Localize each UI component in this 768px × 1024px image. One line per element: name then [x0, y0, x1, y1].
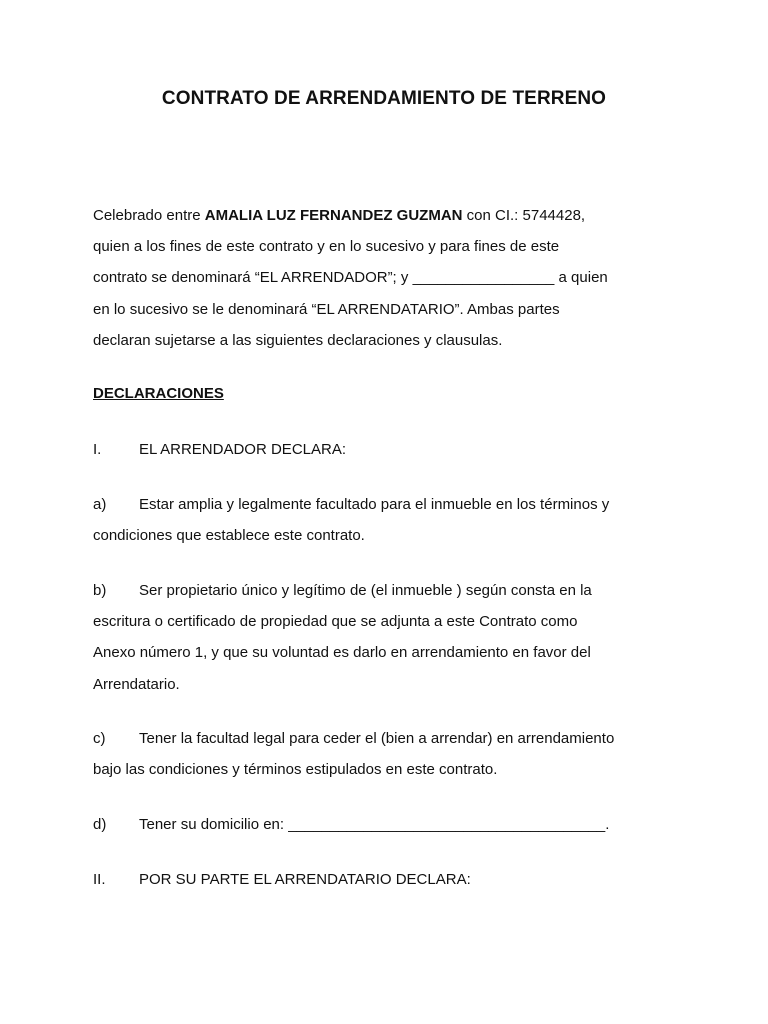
- item-c-line-2: bajo las condiciones y términos estipulados en este contrato.: [93, 761, 498, 779]
- item-II-text: POR SU PARTE EL ARRENDATARIO DECLARA:: [139, 871, 471, 888]
- intro-line-2: quien a los fines de este contrato y en lo sucesivo y para fines de este: [93, 238, 560, 256]
- item-I-text: EL ARRENDADOR DECLARA:: [139, 441, 346, 458]
- intro-line-1: [93, 200, 683, 231]
- item-c-marker: c): [93, 730, 106, 747]
- lessor-name: AMALIA LUZ FERNANDEZ GUZMAN: [204, 207, 463, 224]
- item-b-line-1: Ser propietario único y legítimo de (el inmueble ) según consta en la: [139, 582, 592, 599]
- item-b-line-3: Anexo número 1, y que su voluntad es darlo en arrendamiento en favor del: [93, 644, 591, 662]
- item-b-line-2: escritura o certificado de propiedad que se adjunta a este Contrato como: [93, 613, 578, 631]
- item-a-line-2: condiciones que establece este contrato.: [93, 527, 365, 545]
- item-b-marker: b): [93, 582, 107, 599]
- item-d-marker: d): [93, 816, 107, 833]
- intro-line-4: en lo sucesivo se le denominará “EL ARRENDATARIO”. Ambas partes: [93, 300, 560, 318]
- item-a-marker: a): [93, 496, 107, 513]
- intro-line-5: declaran sujetarse a las siguientes declaraciones y clausulas.: [93, 331, 503, 349]
- intro-line-1-pre: Celebrado entre: [93, 207, 205, 224]
- document-title: CONTRATO DE ARRENDAMIENTO DE TERRENO: [161, 88, 607, 109]
- declaration-item-II: [93, 864, 683, 895]
- declaration-item-b: [93, 575, 683, 700]
- intro-paragraph: [93, 200, 683, 356]
- declaration-item-I: [93, 434, 683, 465]
- item-d-text: Tener su domicilio en: ______________________________________.: [139, 816, 610, 833]
- intro-line-3: contrato se denominará “EL ARRENDADOR”; y _________________ a quien: [93, 269, 608, 287]
- section-heading-declaraciones: DECLARACIONES: [93, 385, 224, 402]
- intro-line-1-post: con CI.: 5744428,: [462, 207, 586, 224]
- item-c-line-1: Tener la facultad legal para ceder el (bien a arrendar) en arrendamiento: [139, 730, 615, 747]
- item-II-marker: II.: [93, 871, 106, 888]
- declaration-item-a: [93, 489, 683, 551]
- item-I-marker: I.: [93, 441, 102, 458]
- declaration-item-c: [93, 723, 683, 785]
- declaration-item-d: [93, 809, 683, 840]
- item-a-line-1: Estar amplia y legalmente facultado para el inmueble en los términos y: [139, 496, 610, 513]
- item-b-line-4: Arrendatario.: [93, 675, 180, 693]
